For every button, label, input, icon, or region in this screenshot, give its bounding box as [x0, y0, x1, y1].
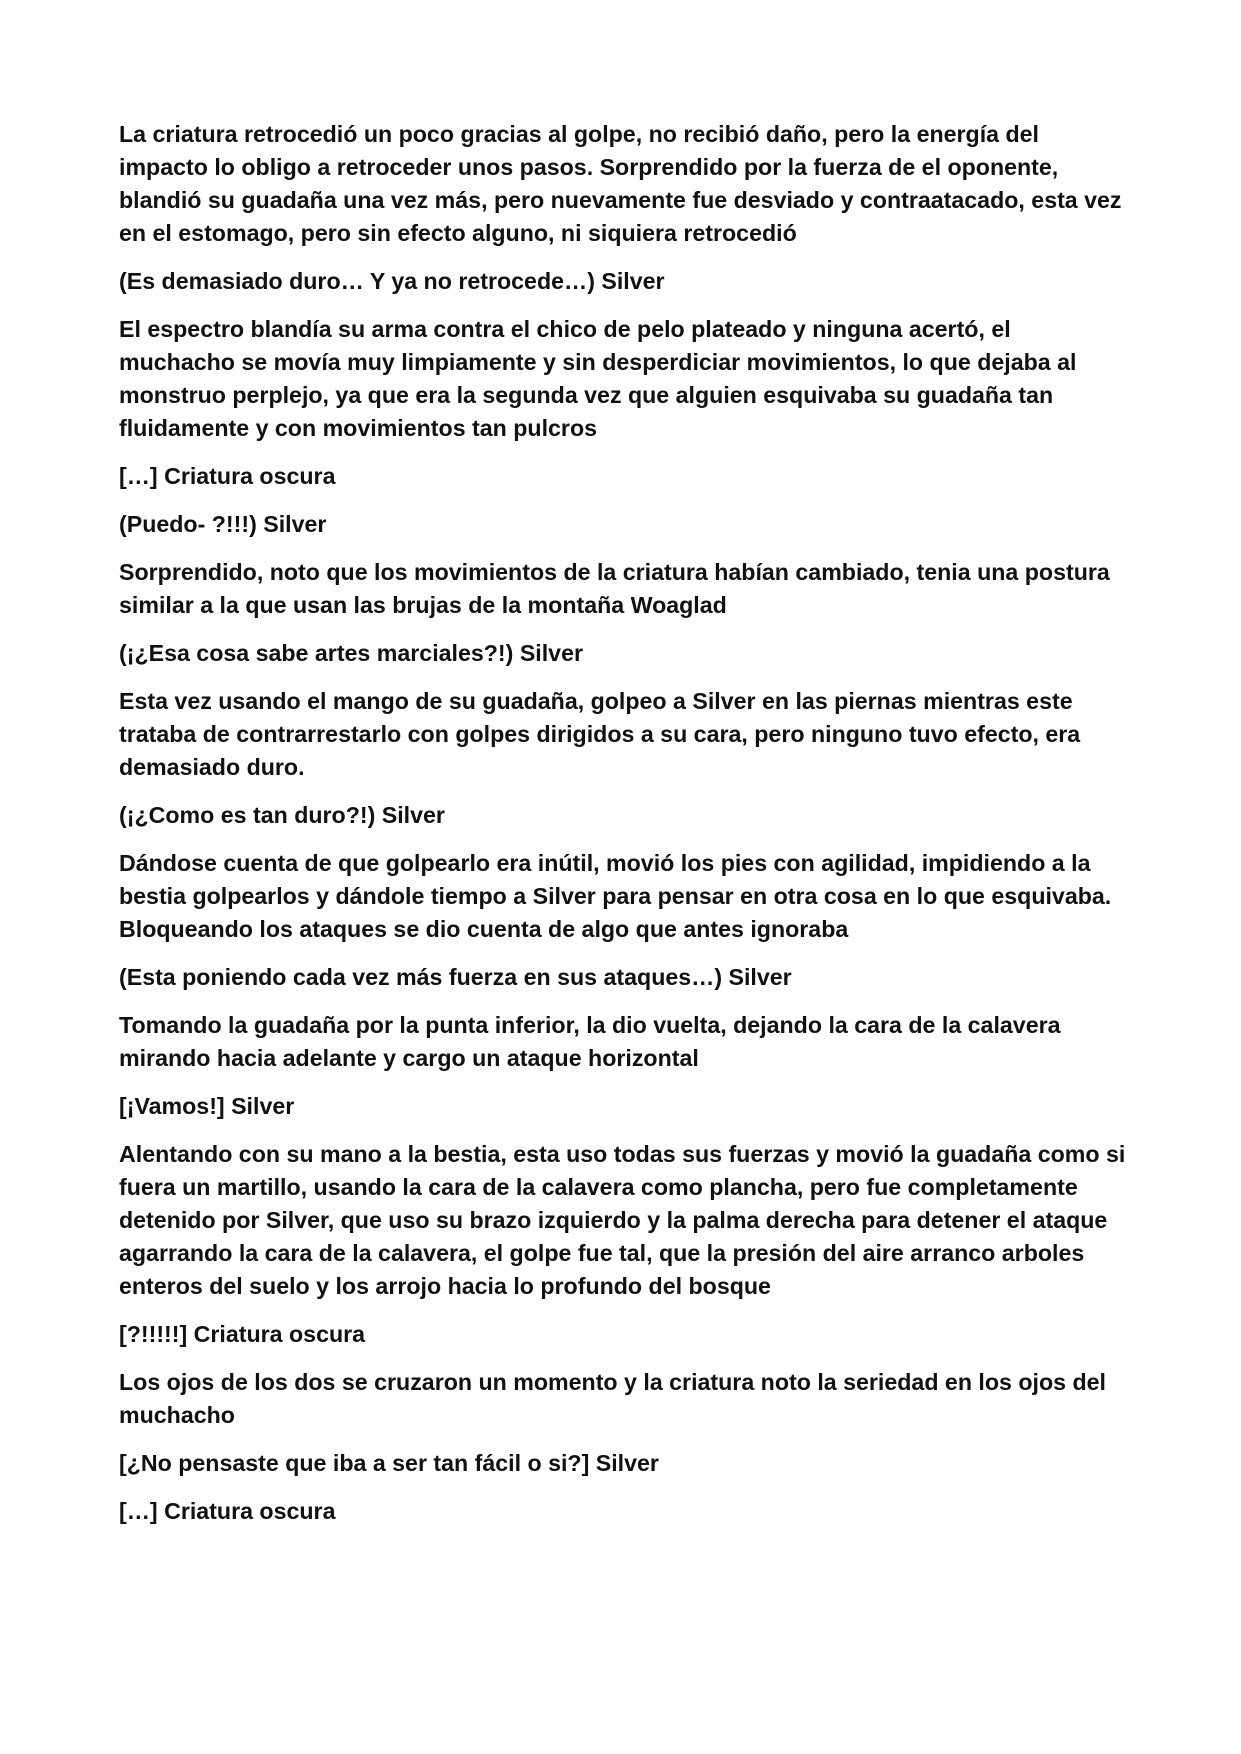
paragraph-narration: Dándose cuenta de que golpearlo era inútil, movió los pies con agilidad, impidiendo a la bestia golpearlos y dándole tiempo a Silver para pensar en otra cosa en lo que esquivaba. Bloqueando los ataques se dio cuenta de algo que antes ignoraba	[119, 850, 1112, 942]
paragraph-dialogue: [¡Vamos!] Silver	[119, 1093, 295, 1119]
paragraph-dialogue: […] Criatura oscura	[119, 463, 336, 489]
paragraph-dialogue: (Es demasiado duro… Y ya no retrocede…) Silver	[119, 268, 665, 294]
document-page	[119, 118, 1129, 1543]
paragraph-dialogue: [?!!!!!] Criatura oscura	[119, 1321, 366, 1347]
paragraph-dialogue: [¿No pensaste que iba a ser tan fácil o si?] Silver	[119, 1450, 659, 1476]
paragraph-narration: Esta vez usando el mango de su guadaña, golpeo a Silver en las piernas mientras este trataba de contrarrestarlo con golpes dirigidos a su cara, pero ninguno tuvo efecto, era demasiado duro.	[119, 688, 1081, 780]
paragraph-narration: Los ojos de los dos se cruzaron un momento y la criatura noto la seriedad en los ojos del muchacho	[119, 1369, 1106, 1428]
paragraph-narration: Tomando la guadaña por la punta inferior, la dio vuelta, dejando la cara de la calavera mirando hacia adelante y cargo un ataque horizontal	[119, 1012, 1061, 1071]
paragraph-dialogue: […] Criatura oscura	[119, 1498, 336, 1524]
paragraph-narration: Alentando con su mano a la bestia, esta uso todas sus fuerzas y movió la guadaña como si fuera un martillo, usando la cara de la calavera como plancha, pero fue completamente detenido por Silver, que uso su brazo izquierdo y la palma derecha para detener el ataque agarrando la cara de la calavera, el golpe fue tal, que la presión del aire arranco arboles enteros del suelo y los arrojo hacia lo profundo del bosque	[119, 1141, 1126, 1299]
paragraph-narration: La criatura retrocedió un poco gracias al golpe, no recibió daño, pero la energía del impacto lo obligo a retroceder unos pasos. Sorprendido por la fuerza de el oponente, blandió su guadaña una vez más, pero nuevamente fue desviado y contraatacado, esta vez en el estomago, pero sin efecto alguno, ni siquiera retrocedió	[119, 121, 1122, 246]
paragraph-narration: Sorprendido, noto que los movimientos de la criatura habían cambiado, tenia una postura similar a la que usan las brujas de la montaña Woaglad	[119, 559, 1110, 618]
paragraph-dialogue: (¡¿Como es tan duro?!) Silver	[119, 802, 445, 828]
paragraph-dialogue: (¡¿Esa cosa sabe artes marciales?!) Silver	[119, 640, 583, 666]
paragraph-dialogue: (Esta poniendo cada vez más fuerza en sus ataques…) Silver	[119, 964, 792, 990]
paragraph-dialogue: (Puedo- ?!!!) Silver	[119, 511, 327, 537]
paragraph-narration: El espectro blandía su arma contra el chico de pelo plateado y ninguna acertó, el muchacho se movía muy limpiamente y sin desperdiciar movimientos, lo que dejaba al monstruo perplejo, ya que era la segunda vez que alguien esquivaba su guadaña tan fluidamente y con movimientos tan pulcros	[119, 316, 1077, 441]
